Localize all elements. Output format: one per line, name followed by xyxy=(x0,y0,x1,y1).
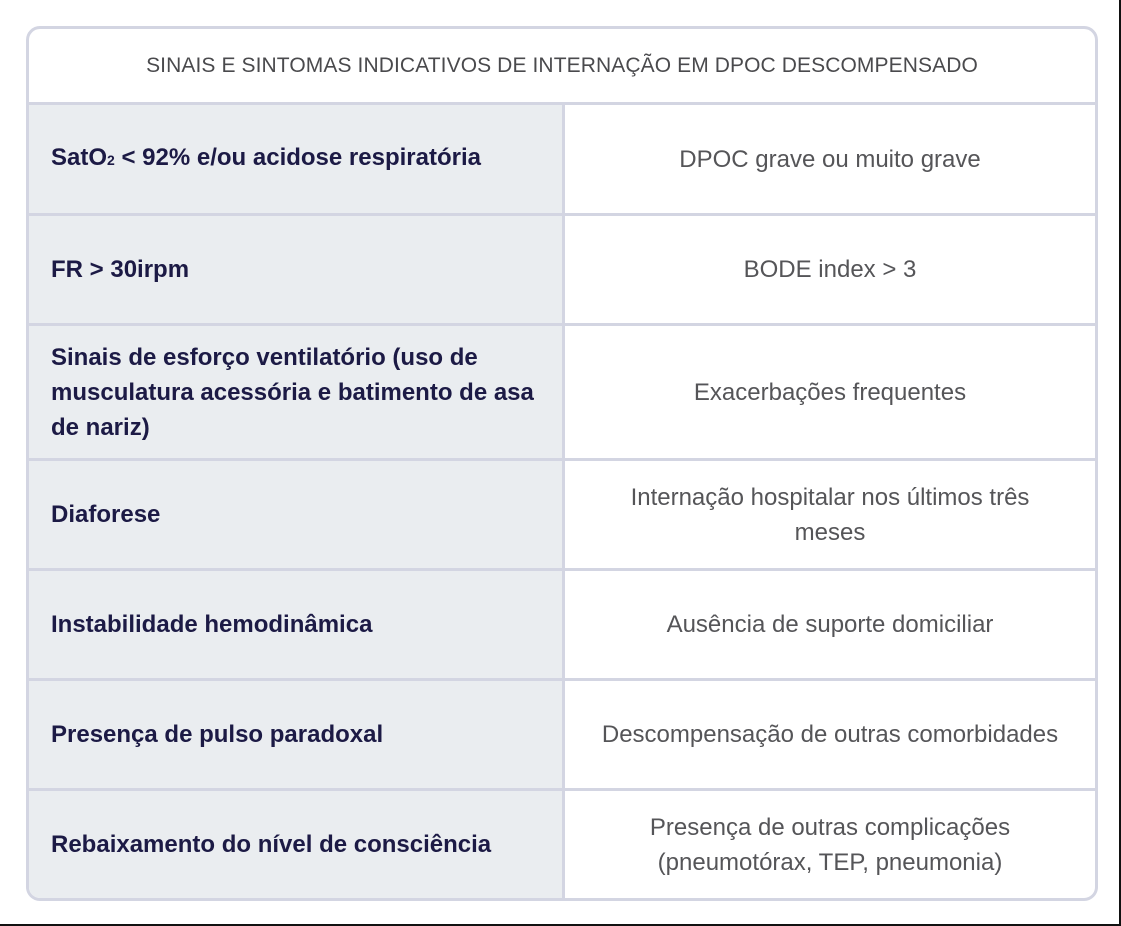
risk-factor-cell: DPOC grave ou muito grave xyxy=(679,145,981,173)
table-row xyxy=(29,571,1095,681)
sign-cell: Diaforese xyxy=(29,461,565,568)
table-row xyxy=(29,461,1095,571)
table-row xyxy=(29,105,1095,216)
table-row xyxy=(29,326,1095,461)
table-title: SINAIS E SINTOMAS INDICATIVOS DE INTERNAÇÃO EM DPOC DESCOMPENSADO xyxy=(29,29,1095,105)
sign-cell: Rebaixamento do nível de consciência xyxy=(29,791,565,898)
risk-factor-cell: Exacerbações frequentes xyxy=(693,378,967,406)
sign-cell: Instabilidade hemodinâmica xyxy=(29,571,565,678)
risk-factor-cell: Presença de outras complicações (pneumotórax, TEP, pneumonia) xyxy=(649,813,1011,876)
risk-factor-cell: BODE index > 3 xyxy=(743,256,917,283)
sign-text: < 92% e/ou acidose respiratória xyxy=(114,144,481,171)
risk-factor-cell: Ausência de suporte domiciliar xyxy=(666,611,994,638)
sign-cell: Presença de pulso paradoxal xyxy=(29,681,565,788)
criteria-table xyxy=(26,26,1098,901)
sign-cell xyxy=(29,105,565,213)
risk-factor-cell: Descompensação de outras comorbidades xyxy=(601,721,1059,748)
sign-cell: FR > 30irpm xyxy=(29,216,565,323)
risk-factor-cell: Internação hospitalar nos últimos três meses xyxy=(630,483,1030,546)
table-row xyxy=(29,681,1095,791)
subscript: 2 xyxy=(107,152,115,168)
sign-cell: Sinais de esforço ventilatório (uso de musculatura acessória e batimento de asa de nariz) xyxy=(29,326,565,458)
table-row xyxy=(29,216,1095,326)
table-row xyxy=(29,791,1095,898)
sign-text: SatO xyxy=(51,144,108,171)
